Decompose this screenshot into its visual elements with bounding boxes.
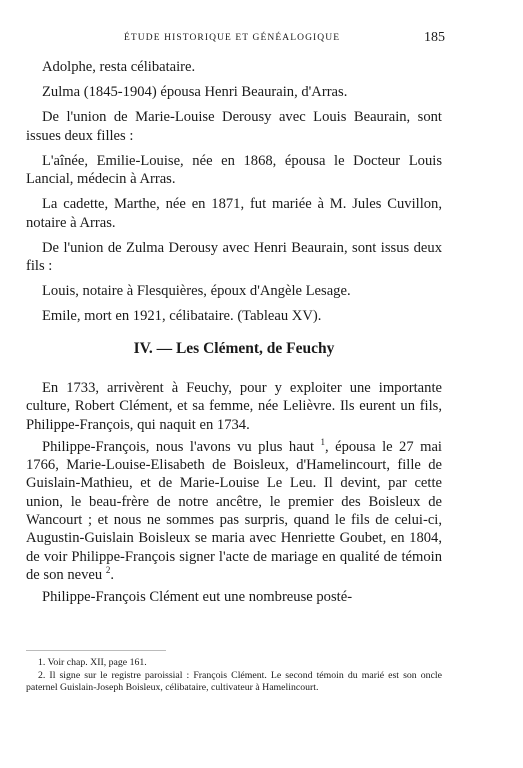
footnote-ref[interactable]: 1	[320, 437, 325, 448]
paragraph: Zulma (1845-1904) épousa Henri Beaurain, d'Arras.	[42, 83, 348, 100]
running-title: ÉTUDE HISTORIQUE ET GÉNÉALOGIQUE	[124, 33, 341, 43]
paragraph: L'aînée, Emilie-Louise, née en 1868, épousa le Docteur Louis Lancial, médecin à Arras.	[26, 152, 442, 188]
paragraph: La cadette, Marthe, née en 1871, fut mariée à M. Jules Cuvillon, notaire à Arras.	[26, 196, 442, 231]
footnote-ref[interactable]: 2	[105, 565, 111, 576]
section-heading: IV. — Les Clément, de Feuchy	[133, 340, 335, 357]
footnote: 1. Voir chap. XII, page 161.	[38, 657, 147, 668]
genealogy-text-top	[26, 58, 442, 326]
running-head	[0, 30, 523, 48]
footnotes	[26, 657, 442, 695]
footnote: 2. Il signe sur le registre paroissial : François Clément. Le second témoin du marié est son oncle paternel Guislain-Joseph Boisleux, célibataire, cultivateur à Hamelincourt.	[26, 669, 442, 693]
genealogy-text-bottom	[26, 379, 442, 611]
paragraph-text: Philippe-François, nous l'avons vu plus haut	[42, 438, 315, 455]
paragraph: En 1733, arrivèrent à Feuchy, pour y exploiter une importante culture, Robert Clément, et sa femme, née Lelièvre. Ils eurent un fils, Philippe-François, qui naquit en 1734.	[26, 380, 442, 433]
paragraph: Louis, notaire à Flesquières, époux d'Angèle Lesage.	[42, 283, 351, 300]
paragraph-text: .	[110, 566, 115, 583]
paragraph-text: , épousa le 27 mai 1766, Marie-Louise-Elisabeth de Boisleux, d'Hamelincourt, fille de Guislain-Mathieu, et de Marie-Louise Le Leu. Il devint, par cette union, le beau-frère de notre ancêtre, le premier des Boisleux de Wancourt ; et nous ne sommes pas surpris, quand le fils de celui-ci, Augustin-Guislain Boisleux se maria avec Henriette Goubet, en 1804, de voir Philippe-François signer l'acte de mariage en qualité de témoin de son neveu	[26, 438, 442, 583]
paragraph: Adolphe, resta célibataire.	[42, 59, 196, 75]
paragraph	[26, 438, 442, 584]
page-number: 185	[424, 30, 445, 45]
paragraph: De l'union de Marie-Louise Derousy avec Louis Beaurain, sont issues deux filles :	[26, 108, 442, 144]
paragraph: Emile, mort en 1921, célibataire. (Tableau XV).	[42, 308, 322, 325]
footnote-divider	[26, 650, 166, 651]
paragraph: Philippe-François Clément eut une nombreuse posté-	[42, 589, 353, 606]
paragraph: De l'union de Zulma Derousy avec Henri Beaurain, sont issus deux fils :	[26, 239, 442, 275]
